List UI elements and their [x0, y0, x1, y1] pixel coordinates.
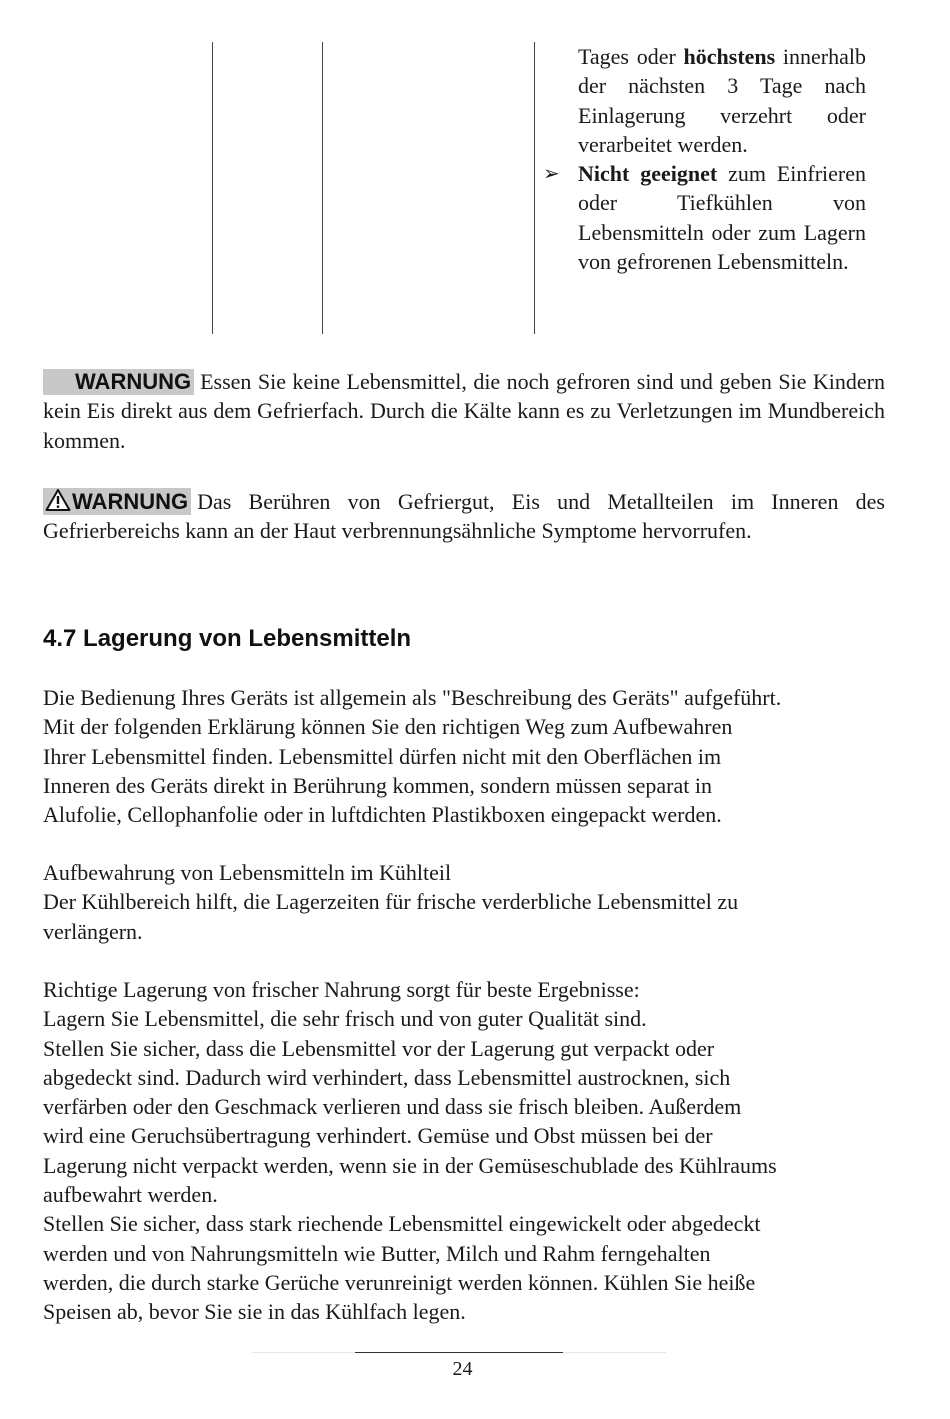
warning-label: WARNUNG: [43, 369, 194, 395]
table-column-divider: [534, 42, 535, 334]
arrow-bullet-icon: ➢: [543, 161, 560, 186]
warning-triangle-icon: [45, 488, 71, 512]
section-heading: 4.7 Lagerung von Lebensmitteln: [43, 625, 412, 652]
footer-divider: [355, 1352, 563, 1353]
table-cell-bullet: ➢ Nicht geeignet zum Einfrieren oder Tiefkühlen von Lebensmitteln oder zum Lagern von gefrorenen Lebensmitteln.: [543, 161, 866, 275]
paragraph-fresh-food-tips: Richtige Lagerung von frischer Nahrung sorgt für beste Ergebnisse: Lagern Sie Lebensmittel, die sehr frisch und von guter Qualität sind. Stellen Sie sicher, dass die Lebensmittel vor der Lagerung gut verpackt oder abgedeckt sind. Dadurch wird verhindert, dass Lebensmittel austrocknen, sich verfärben oder den Geschmack verlieren und dass sie frisch bleiben. Außerdem wird eine Geruchsübertragung verhindert. Gemüse und Obst müssen bei der Lagerung nicht verpackt werden, wenn sie in der Gemüseschublade des Kühlraums aufbewahrt werden. Stellen Sie sicher, dass stark riechende Lebensmittel eingewickelt oder abgedeckt werden und von Nahrungsmitteln wie Butter, Milch und Rahm ferngehalten werden, die durch starke Gerüche verunreinigt werden können. Kühlen Sie heiße Speisen ab, bevor Sie sie in das Kühlfach legen.: [43, 977, 777, 1325]
warning-notice-frozen-food: [43, 367, 885, 455]
paragraph-storage-intro: Die Bedienung Ihres Geräts ist allgemein als "Beschreibung des Geräts" aufgeführt. Mit der folgenden Erklärung können Sie den richtigen Weg zum Aufbewahren Ihrer Lebensmittel finden. Lebensmittel dürfen nicht mit den Oberflächen im Inneren des Geräts direkt in Berührung kommen, sondern müssen separat in Alufolie, Cellophanfolie oder in luftdichten Plastikboxen eingepackt werden.: [43, 685, 782, 828]
table-column-divider: [212, 42, 213, 334]
warning-text: Essen Sie keine Lebensmittel, die noch gefroren sind und geben Sie Kindern kein Eis direkt aus dem Gefrierfach. Durch die Kälte kann es zu Verletzungen im Mundbereich kommen.: [43, 369, 885, 453]
table-cell-continued-text: Tages oder höchstens innerhalb der nächsten 3 Tage nach Einlagerung verzehrt oder verarbeitet werden.: [578, 44, 867, 157]
warning-notice-frostbite: [43, 487, 885, 546]
paragraph-fridge-storage: Aufbewahrung von Lebensmitteln im Kühlteil Der Kühlbereich hilft, die Lagerzeiten für frische verderbliche Lebensmittel zu verlängern.: [43, 860, 739, 944]
warning-text: Das Berühren von Gefriergut, Eis und Metallteilen im Inneren des Gefrierbereichs kann an der Haut verbrennungsähnliche Symptome hervorrufen.: [43, 489, 885, 544]
warning-label: WARNUNG: [43, 488, 191, 515]
page-number: 24: [452, 1358, 473, 1380]
table-cell-storage-notes: [543, 42, 867, 276]
table-column-divider: [322, 42, 323, 334]
